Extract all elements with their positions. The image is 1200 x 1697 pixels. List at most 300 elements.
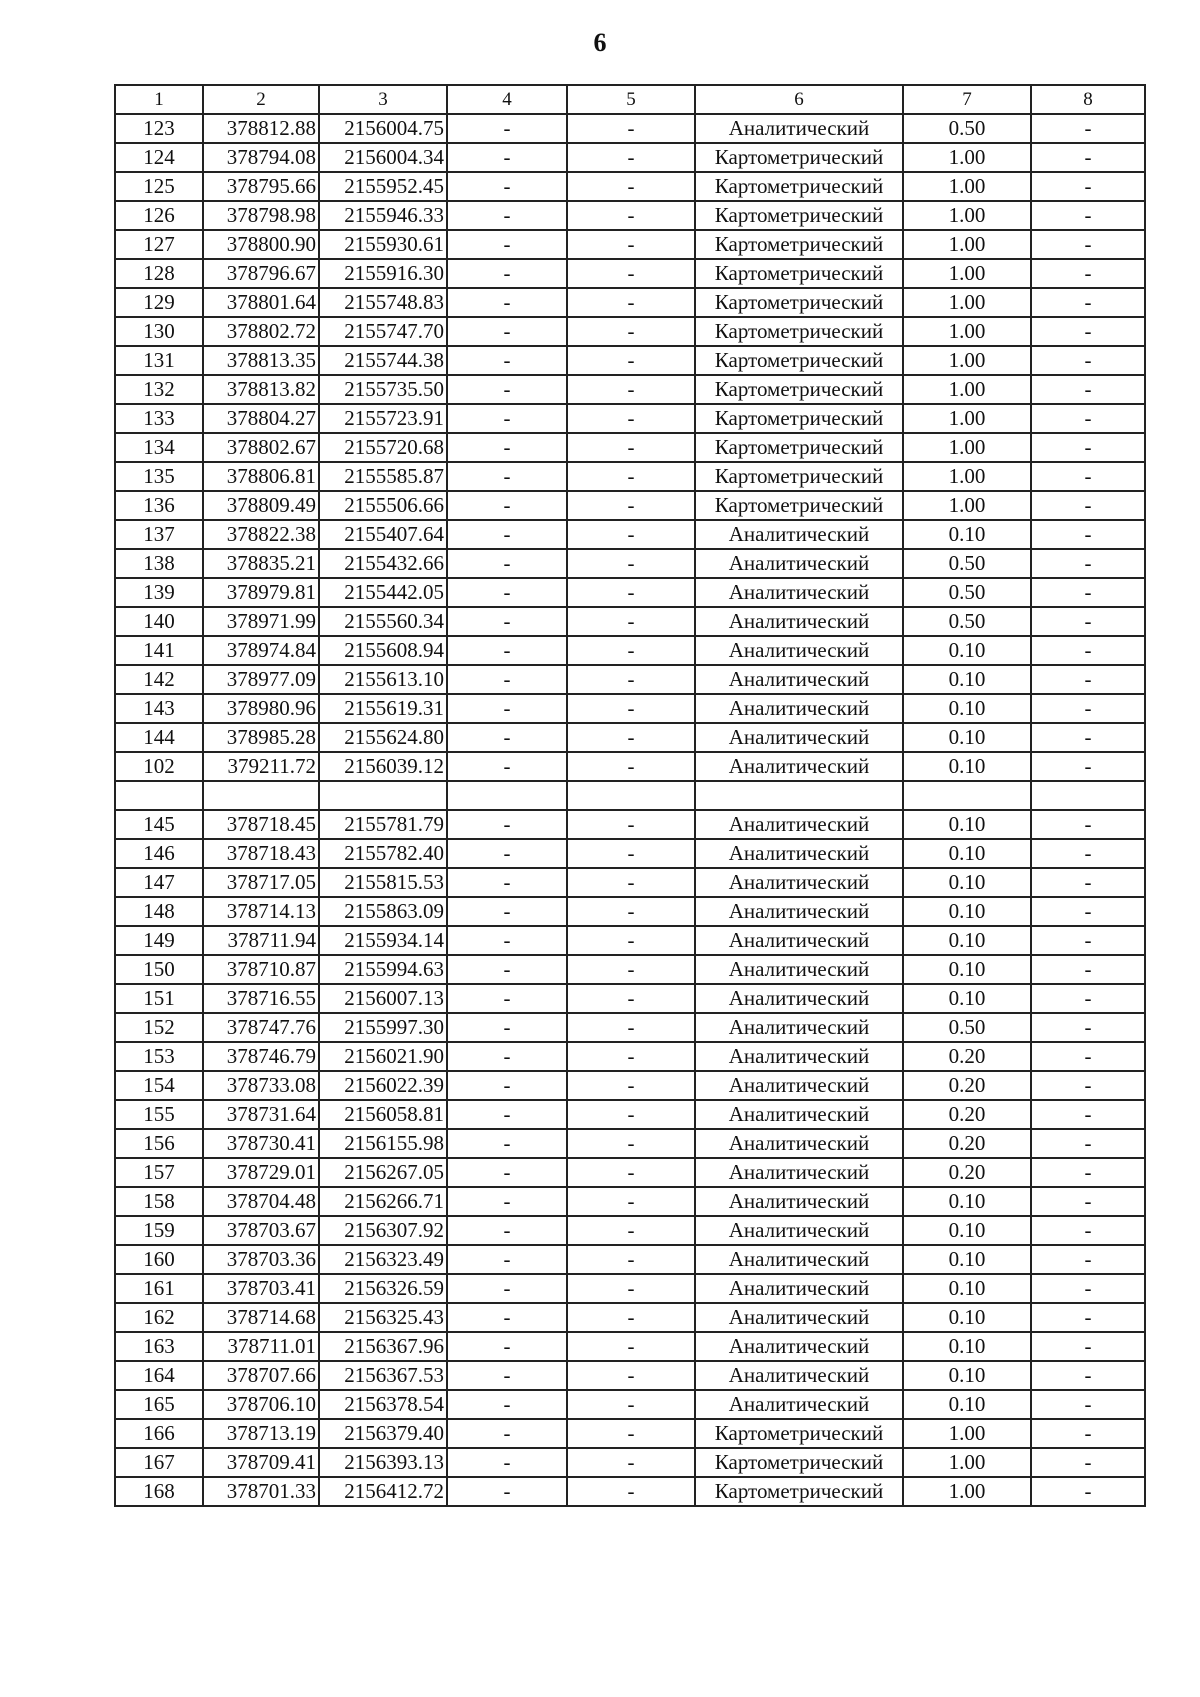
y-coordinate-cell: 2155863.09 (319, 897, 447, 926)
y-coordinate-cell: 2156378.54 (319, 1390, 447, 1419)
accuracy-cell: 0.10 (903, 810, 1031, 839)
column-8-cell: - (1031, 1361, 1145, 1390)
column-header: 3 (319, 85, 447, 114)
column-4-cell: - (447, 984, 567, 1013)
table-row (115, 346, 1145, 375)
column-8-cell: - (1031, 1448, 1145, 1477)
column-4-cell: - (447, 317, 567, 346)
column-5-cell: - (567, 1303, 695, 1332)
y-coordinate-cell: 2155747.70 (319, 317, 447, 346)
column-8-cell: - (1031, 462, 1145, 491)
table-row (115, 926, 1145, 955)
column-5-cell: - (567, 694, 695, 723)
column-8-cell: - (1031, 578, 1145, 607)
x-coordinate-cell: 378710.87 (203, 955, 319, 984)
column-5-cell: - (567, 1274, 695, 1303)
y-coordinate-cell: 2155407.64 (319, 520, 447, 549)
column-8-cell: - (1031, 1042, 1145, 1071)
table-row (115, 462, 1145, 491)
x-coordinate-cell: 378714.13 (203, 897, 319, 926)
table-row (115, 201, 1145, 230)
column-header: 8 (1031, 85, 1145, 114)
point-number-cell: 143 (115, 694, 203, 723)
method-cell: Картометрический (695, 462, 903, 491)
column-4-cell: - (447, 1013, 567, 1042)
y-coordinate-cell: 2155432.66 (319, 549, 447, 578)
method-cell: Картометрический (695, 230, 903, 259)
x-coordinate-cell: 378701.33 (203, 1477, 319, 1506)
table-header-row (115, 85, 1145, 114)
x-coordinate-cell: 378813.82 (203, 375, 319, 404)
column-8-cell: - (1031, 1477, 1145, 1506)
y-coordinate-cell: 2156004.75 (319, 114, 447, 143)
point-number-cell: 151 (115, 984, 203, 1013)
y-coordinate-cell: 2156155.98 (319, 1129, 447, 1158)
method-cell: Аналитический (695, 636, 903, 665)
x-coordinate-cell (203, 781, 319, 810)
x-coordinate-cell: 378706.10 (203, 1390, 319, 1419)
column-8-cell: - (1031, 520, 1145, 549)
point-number-cell: 148 (115, 897, 203, 926)
y-coordinate-cell: 2156307.92 (319, 1216, 447, 1245)
column-8-cell: - (1031, 1187, 1145, 1216)
y-coordinate-cell: 2155735.50 (319, 375, 447, 404)
column-8-cell: - (1031, 433, 1145, 462)
accuracy-cell: 0.10 (903, 1245, 1031, 1274)
point-number-cell: 133 (115, 404, 203, 433)
x-coordinate-cell: 378703.41 (203, 1274, 319, 1303)
column-4-cell: - (447, 752, 567, 781)
x-coordinate-cell: 378704.48 (203, 1187, 319, 1216)
x-coordinate-cell: 378714.68 (203, 1303, 319, 1332)
table-row (115, 1332, 1145, 1361)
accuracy-cell: 1.00 (903, 491, 1031, 520)
table-row (115, 868, 1145, 897)
method-cell: Аналитический (695, 1303, 903, 1332)
column-4-cell: - (447, 926, 567, 955)
column-5-cell: - (567, 288, 695, 317)
column-4-cell: - (447, 1158, 567, 1187)
column-8-cell (1031, 781, 1145, 810)
accuracy-cell: 0.10 (903, 1274, 1031, 1303)
x-coordinate-cell: 378718.45 (203, 810, 319, 839)
point-number-cell (115, 781, 203, 810)
x-coordinate-cell: 378985.28 (203, 723, 319, 752)
column-4-cell: - (447, 375, 567, 404)
table-row (115, 172, 1145, 201)
point-number-cell: 162 (115, 1303, 203, 1332)
accuracy-cell: 0.10 (903, 752, 1031, 781)
column-4-cell: - (447, 1100, 567, 1129)
column-8-cell: - (1031, 114, 1145, 143)
table-row (115, 1390, 1145, 1419)
accuracy-cell: 1.00 (903, 433, 1031, 462)
column-4-cell: - (447, 810, 567, 839)
column-4-cell: - (447, 1245, 567, 1274)
table-row (115, 375, 1145, 404)
accuracy-cell: 1.00 (903, 317, 1031, 346)
table-row (115, 1361, 1145, 1390)
column-5-cell: - (567, 375, 695, 404)
x-coordinate-cell: 378971.99 (203, 607, 319, 636)
column-4-cell: - (447, 259, 567, 288)
table-row (115, 1187, 1145, 1216)
point-number-cell: 149 (115, 926, 203, 955)
y-coordinate-cell: 2156323.49 (319, 1245, 447, 1274)
column-4-cell: - (447, 1419, 567, 1448)
column-4-cell: - (447, 1303, 567, 1332)
method-cell: Аналитический (695, 1245, 903, 1274)
accuracy-cell: 0.10 (903, 665, 1031, 694)
x-coordinate-cell: 379211.72 (203, 752, 319, 781)
method-cell: Аналитический (695, 868, 903, 897)
point-number-cell: 142 (115, 665, 203, 694)
accuracy-cell: 1.00 (903, 375, 1031, 404)
column-4-cell (447, 781, 567, 810)
y-coordinate-cell: 2155781.79 (319, 810, 447, 839)
table-row (115, 723, 1145, 752)
point-number-cell: 159 (115, 1216, 203, 1245)
table-body (115, 85, 1145, 1506)
column-4-cell: - (447, 607, 567, 636)
column-4-cell: - (447, 1129, 567, 1158)
column-5-cell: - (567, 462, 695, 491)
column-header: 2 (203, 85, 319, 114)
point-number-cell: 139 (115, 578, 203, 607)
accuracy-cell: 0.50 (903, 1013, 1031, 1042)
column-5-cell: - (567, 1216, 695, 1245)
column-5-cell: - (567, 897, 695, 926)
method-cell: Картометрический (695, 317, 903, 346)
point-number-cell: 145 (115, 810, 203, 839)
accuracy-cell: 0.10 (903, 1187, 1031, 1216)
method-cell: Картометрический (695, 259, 903, 288)
y-coordinate-cell: 2156379.40 (319, 1419, 447, 1448)
accuracy-cell: 1.00 (903, 288, 1031, 317)
point-number-cell: 138 (115, 549, 203, 578)
x-coordinate-cell: 378746.79 (203, 1042, 319, 1071)
accuracy-cell: 0.50 (903, 607, 1031, 636)
column-4-cell: - (447, 723, 567, 752)
column-4-cell: - (447, 1332, 567, 1361)
method-cell: Аналитический (695, 1158, 903, 1187)
column-8-cell: - (1031, 259, 1145, 288)
accuracy-cell: 0.10 (903, 694, 1031, 723)
x-coordinate-cell: 378798.98 (203, 201, 319, 230)
column-5-cell: - (567, 491, 695, 520)
column-4-cell: - (447, 1477, 567, 1506)
column-8-cell: - (1031, 172, 1145, 201)
y-coordinate-cell: 2156326.59 (319, 1274, 447, 1303)
column-8-cell: - (1031, 404, 1145, 433)
table-row (115, 1477, 1145, 1506)
accuracy-cell: 1.00 (903, 1419, 1031, 1448)
accuracy-cell: 0.10 (903, 1303, 1031, 1332)
table-row (115, 288, 1145, 317)
accuracy-cell: 1.00 (903, 201, 1031, 230)
column-8-cell: - (1031, 955, 1145, 984)
point-number-cell: 102 (115, 752, 203, 781)
table-row (115, 1042, 1145, 1071)
column-8-cell: - (1031, 143, 1145, 172)
point-number-cell: 158 (115, 1187, 203, 1216)
column-8-cell: - (1031, 897, 1145, 926)
column-4-cell: - (447, 1448, 567, 1477)
point-number-cell: 132 (115, 375, 203, 404)
accuracy-cell: 0.20 (903, 1158, 1031, 1187)
method-cell: Аналитический (695, 984, 903, 1013)
y-coordinate-cell: 2155994.63 (319, 955, 447, 984)
column-8-cell: - (1031, 1390, 1145, 1419)
column-5-cell: - (567, 114, 695, 143)
column-header: 6 (695, 85, 903, 114)
column-8-cell: - (1031, 1158, 1145, 1187)
accuracy-cell: 0.20 (903, 1071, 1031, 1100)
column-8-cell: - (1031, 636, 1145, 665)
point-number-cell: 144 (115, 723, 203, 752)
y-coordinate-cell: 2155952.45 (319, 172, 447, 201)
x-coordinate-cell: 378804.27 (203, 404, 319, 433)
table-row (115, 839, 1145, 868)
column-5-cell: - (567, 636, 695, 665)
accuracy-cell: 0.10 (903, 1361, 1031, 1390)
column-8-cell: - (1031, 723, 1145, 752)
column-8-cell: - (1031, 201, 1145, 230)
column-8-cell: - (1031, 1303, 1145, 1332)
column-5-cell: - (567, 868, 695, 897)
point-number-cell: 163 (115, 1332, 203, 1361)
y-coordinate-cell: 2155585.87 (319, 462, 447, 491)
accuracy-cell: 0.10 (903, 839, 1031, 868)
column-5-cell: - (567, 607, 695, 636)
method-cell: Аналитический (695, 926, 903, 955)
table-row (115, 1071, 1145, 1100)
accuracy-cell: 0.50 (903, 114, 1031, 143)
table-row (115, 1245, 1145, 1274)
column-4-cell: - (447, 636, 567, 665)
x-coordinate-cell: 378835.21 (203, 549, 319, 578)
x-coordinate-cell: 378812.88 (203, 114, 319, 143)
column-8-cell: - (1031, 1216, 1145, 1245)
accuracy-cell: 0.10 (903, 1332, 1031, 1361)
column-4-cell: - (447, 665, 567, 694)
x-coordinate-cell: 378800.90 (203, 230, 319, 259)
method-cell: Аналитический (695, 1361, 903, 1390)
accuracy-cell: 0.10 (903, 1216, 1031, 1245)
point-number-cell: 153 (115, 1042, 203, 1071)
accuracy-cell: 1.00 (903, 172, 1031, 201)
column-8-cell: - (1031, 346, 1145, 375)
accuracy-cell: 0.10 (903, 984, 1031, 1013)
point-number-cell: 137 (115, 520, 203, 549)
y-coordinate-cell: 2155442.05 (319, 578, 447, 607)
column-4-cell: - (447, 114, 567, 143)
y-coordinate-cell: 2155744.38 (319, 346, 447, 375)
column-4-cell: - (447, 491, 567, 520)
column-4-cell: - (447, 143, 567, 172)
point-number-cell: 125 (115, 172, 203, 201)
method-cell: Аналитический (695, 1071, 903, 1100)
x-coordinate-cell: 378801.64 (203, 288, 319, 317)
point-number-cell: 155 (115, 1100, 203, 1129)
column-4-cell: - (447, 839, 567, 868)
table-row (115, 1100, 1145, 1129)
method-cell: Аналитический (695, 114, 903, 143)
x-coordinate-cell: 378806.81 (203, 462, 319, 491)
column-5-cell: - (567, 1100, 695, 1129)
accuracy-cell: 0.10 (903, 868, 1031, 897)
point-number-cell: 146 (115, 839, 203, 868)
point-number-cell: 160 (115, 1245, 203, 1274)
method-cell: Аналитический (695, 1332, 903, 1361)
method-cell: Аналитический (695, 955, 903, 984)
x-coordinate-cell: 378977.09 (203, 665, 319, 694)
column-5-cell: - (567, 1390, 695, 1419)
accuracy-cell: 0.20 (903, 1100, 1031, 1129)
column-4-cell: - (447, 404, 567, 433)
point-number-cell: 130 (115, 317, 203, 346)
y-coordinate-cell: 2155934.14 (319, 926, 447, 955)
table-row (115, 433, 1145, 462)
column-5-cell: - (567, 984, 695, 1013)
column-5-cell: - (567, 1419, 695, 1448)
column-8-cell: - (1031, 1332, 1145, 1361)
column-8-cell: - (1031, 984, 1145, 1013)
table-row (115, 404, 1145, 433)
column-4-cell: - (447, 462, 567, 491)
column-5-cell: - (567, 810, 695, 839)
method-cell: Аналитический (695, 810, 903, 839)
y-coordinate-cell: 2156367.96 (319, 1332, 447, 1361)
method-cell: Картометрический (695, 1419, 903, 1448)
x-coordinate-cell: 378747.76 (203, 1013, 319, 1042)
accuracy-cell: 0.10 (903, 1390, 1031, 1419)
method-cell: Аналитический (695, 839, 903, 868)
table-row (115, 491, 1145, 520)
point-number-cell: 126 (115, 201, 203, 230)
accuracy-cell: 0.10 (903, 897, 1031, 926)
column-8-cell: - (1031, 1274, 1145, 1303)
table-row (115, 1274, 1145, 1303)
x-coordinate-cell: 378713.19 (203, 1419, 319, 1448)
column-4-cell: - (447, 868, 567, 897)
point-number-cell: 150 (115, 955, 203, 984)
point-number-cell: 147 (115, 868, 203, 897)
column-8-cell: - (1031, 1013, 1145, 1042)
table-row (115, 143, 1145, 172)
method-cell: Аналитический (695, 549, 903, 578)
method-cell: Картометрический (695, 491, 903, 520)
y-coordinate-cell: 2155608.94 (319, 636, 447, 665)
method-cell: Картометрический (695, 143, 903, 172)
point-number-cell: 123 (115, 114, 203, 143)
point-number-cell: 161 (115, 1274, 203, 1303)
x-coordinate-cell: 378711.01 (203, 1332, 319, 1361)
table-row (115, 578, 1145, 607)
method-cell: Аналитический (695, 694, 903, 723)
column-4-cell: - (447, 578, 567, 607)
point-number-cell: 141 (115, 636, 203, 665)
point-number-cell: 166 (115, 1419, 203, 1448)
column-8-cell: - (1031, 375, 1145, 404)
x-coordinate-cell: 378980.96 (203, 694, 319, 723)
column-5-cell: - (567, 752, 695, 781)
x-coordinate-cell: 378711.94 (203, 926, 319, 955)
y-coordinate-cell: 2155624.80 (319, 723, 447, 752)
column-8-cell: - (1031, 694, 1145, 723)
column-4-cell: - (447, 1390, 567, 1419)
accuracy-cell: 1.00 (903, 1477, 1031, 1506)
method-cell: Аналитический (695, 578, 903, 607)
table-row (115, 259, 1145, 288)
x-coordinate-cell: 378795.66 (203, 172, 319, 201)
column-5-cell: - (567, 1187, 695, 1216)
column-5-cell: - (567, 549, 695, 578)
table-row (115, 520, 1145, 549)
method-cell: Аналитический (695, 1129, 903, 1158)
column-header: 4 (447, 85, 567, 114)
y-coordinate-cell (319, 781, 447, 810)
column-5-cell: - (567, 1129, 695, 1158)
point-number-cell: 156 (115, 1129, 203, 1158)
method-cell: Картометрический (695, 201, 903, 230)
table-row (115, 694, 1145, 723)
column-8-cell: - (1031, 491, 1145, 520)
x-coordinate-cell: 378707.66 (203, 1361, 319, 1390)
column-8-cell: - (1031, 549, 1145, 578)
column-4-cell: - (447, 1216, 567, 1245)
column-5-cell: - (567, 1042, 695, 1071)
x-coordinate-cell: 378822.38 (203, 520, 319, 549)
point-number-cell: 165 (115, 1390, 203, 1419)
column-4-cell: - (447, 172, 567, 201)
method-cell: Аналитический (695, 752, 903, 781)
column-4-cell: - (447, 1187, 567, 1216)
method-cell: Картометрический (695, 288, 903, 317)
method-cell: Картометрический (695, 1477, 903, 1506)
x-coordinate-cell: 378813.35 (203, 346, 319, 375)
y-coordinate-cell: 2156007.13 (319, 984, 447, 1013)
y-coordinate-cell: 2156412.72 (319, 1477, 447, 1506)
y-coordinate-cell: 2155619.31 (319, 694, 447, 723)
column-8-cell: - (1031, 607, 1145, 636)
point-number-cell: 168 (115, 1477, 203, 1506)
column-5-cell: - (567, 404, 695, 433)
column-8-cell: - (1031, 752, 1145, 781)
column-8-cell: - (1031, 1419, 1145, 1448)
y-coordinate-cell: 2155613.10 (319, 665, 447, 694)
x-coordinate-cell: 378716.55 (203, 984, 319, 1013)
table-row (115, 549, 1145, 578)
method-cell: Аналитический (695, 1042, 903, 1071)
column-5-cell: - (567, 1013, 695, 1042)
y-coordinate-cell: 2155720.68 (319, 433, 447, 462)
column-4-cell: - (447, 1274, 567, 1303)
y-coordinate-cell: 2155782.40 (319, 839, 447, 868)
column-5-cell: - (567, 665, 695, 694)
accuracy-cell: 1.00 (903, 1448, 1031, 1477)
y-coordinate-cell: 2156004.34 (319, 143, 447, 172)
y-coordinate-cell: 2155506.66 (319, 491, 447, 520)
point-number-cell: 157 (115, 1158, 203, 1187)
column-5-cell: - (567, 839, 695, 868)
column-5-cell: - (567, 143, 695, 172)
y-coordinate-cell: 2155560.34 (319, 607, 447, 636)
x-coordinate-cell: 378718.43 (203, 839, 319, 868)
point-number-cell: 127 (115, 230, 203, 259)
column-4-cell: - (447, 1071, 567, 1100)
table-row (115, 1129, 1145, 1158)
